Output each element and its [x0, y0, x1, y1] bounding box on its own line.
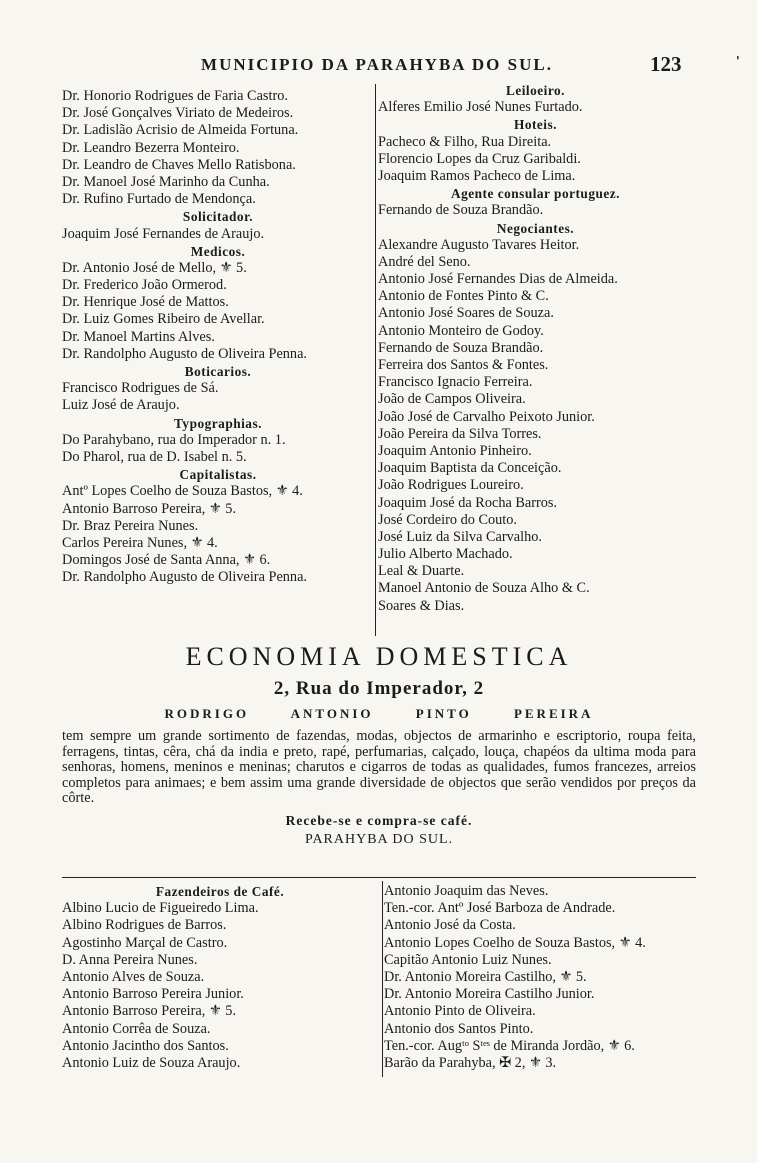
list-entry: Barão da Parahyba, ✠ 2, ⚜ 3.	[384, 1054, 557, 1071]
list-entry: Luiz José de Araujo.	[62, 397, 180, 414]
section-heading-hoteis: Hoteis.	[513, 117, 557, 133]
list-entry: D. Anna Pereira Nunes.	[62, 951, 198, 968]
ad-note: Recebe-se e compra-se café.	[285, 812, 473, 828]
ad-body-text: tem sempre um grande sortimento de fazendas, modas, objectos de armarinho e escriptorio, roupa feita, ferragens, tintas, cêra, chá da india e preto, rapé, perfumarias, calçado, louça, chapéos da ultima moda para senhoras, homens, meninos e meninas; charutos e cigarros de todas as qualidades, fumos francezes, arreios completos para animaes; e bem assim uma grande diversidade de objectos que serão vendidos por preços da côrte.	[62, 728, 696, 807]
list-entry: Dr. José Gonçalves Viriato de Medeiros.	[62, 105, 294, 122]
list-entry: Ten.-cor. Augᵗᵒ Sᵗᵉˢ de Miranda Jordão, ⚜ 6.	[384, 1037, 635, 1054]
list-entry: Antº Lopes Coelho de Souza Bastos, ⚜ 4.	[62, 483, 303, 500]
list-entry: Antonio Barroso Pereira, ⚜ 5.	[62, 500, 237, 517]
list-entry: João Pereira da Silva Torres.	[378, 425, 542, 442]
list-entry: Antonio José da Costa.	[384, 917, 516, 934]
section-heading-negociantes: Negociantes.	[496, 220, 575, 236]
list-entry: Soares & Dias.	[378, 597, 465, 614]
section-heading-agente-consular: Agente consular portuguez.	[451, 186, 620, 202]
list-entry: Dr. Leandro de Chaves Mello Ratisbona.	[62, 156, 296, 173]
list-entry: João Rodrigues Loureiro.	[378, 477, 524, 494]
section-heading-leiloeiro: Leiloeiro.	[505, 83, 566, 98]
section-heading-typographias: Typographias.	[174, 415, 262, 431]
ad-owner: RODRIGO ANTONIO PINTO PEREIRA	[164, 706, 594, 721]
list-entry: José Cordeiro do Couto.	[378, 511, 517, 528]
list-entry: Antonio de Fontes Pinto & C.	[378, 288, 549, 305]
list-entry: Dr. Honorio Rodrigues de Faria Castro.	[62, 88, 288, 104]
ad-place: PARAHYBA DO SUL.	[304, 831, 454, 847]
list-entry: Alferes Emilio José Nunes Furtado.	[378, 99, 583, 116]
list-entry: Alexandre Augusto Tavares Heitor.	[378, 236, 580, 253]
upper-right-column	[378, 82, 693, 615]
running-head: MUNICIPIO DA PARAHYBA DO SUL.	[201, 55, 553, 74]
list-entry: Dr. Manoel Martins Alves.	[62, 328, 215, 345]
list-entry: Antonio Alves de Souza.	[62, 968, 205, 985]
list-entry: Pacheco & Filho, Rua Direita.	[378, 133, 552, 150]
list-entry: Capitão Antonio Luiz Nunes.	[384, 951, 552, 968]
list-entry: Dr. Leandro Bezerra Monteiro.	[62, 139, 240, 156]
list-entry: Joaquim Antonio Pinheiro.	[378, 442, 532, 459]
list-entry: José Luiz da Silva Carvalho.	[378, 528, 542, 545]
ad-address: 2, Rua do Imperador, 2	[273, 678, 485, 699]
list-entry: Dr. Randolpho Augusto de Oliveira Penna.	[62, 345, 308, 362]
list-entry: Agostinho Marçal de Castro.	[62, 934, 228, 951]
section-heading-fazendeiros: Fazendeiros de Café.	[155, 884, 285, 899]
list-entry: Francisco Ignacio Ferreira.	[378, 374, 533, 391]
list-entry: Dr. Rufino Furtado de Mendonça.	[62, 191, 256, 208]
list-entry: Antonio Jacintho dos Santos.	[62, 1037, 229, 1054]
list-entry: Dr. Frederico João Ormerod.	[62, 277, 227, 294]
list-entry: Fernando de Souza Brandão.	[378, 339, 544, 356]
list-entry: João José de Carvalho Peixoto Junior.	[378, 408, 595, 425]
list-entry: Albino Lucio de Figueiredo Lima.	[62, 900, 259, 917]
list-entry: Joaquim Baptista da Conceição.	[378, 460, 562, 477]
list-entry: Fernando de Souza Brandão.	[378, 202, 544, 219]
list-entry: Dr. Ladislão Acrisio de Almeida Fortuna.	[62, 122, 299, 139]
upper-left-column	[62, 88, 374, 586]
list-entry: Julio Alberto Machado.	[378, 546, 513, 563]
list-entry: Dr. Manoel José Marinho da Cunha.	[62, 173, 270, 190]
list-entry: Dr. Antonio Moreira Castilho, ⚜ 5.	[384, 968, 587, 985]
list-entry: Antonio Lopes Coelho de Souza Bastos, ⚜ 4.	[384, 934, 646, 951]
list-entry: Antonio Barroso Pereira, ⚜ 5.	[62, 1003, 237, 1020]
list-entry: Francisco Rodrigues de Sá.	[62, 380, 219, 397]
list-entry: João de Campos Oliveira.	[378, 391, 526, 408]
page-number: 123	[650, 52, 682, 76]
list-entry: Antonio Monteiro de Godoy.	[378, 322, 544, 339]
list-entry: Antonio Joaquim das Neves.	[384, 883, 549, 899]
list-entry: Dr. Randolpho Augusto de Oliveira Penna.	[62, 569, 308, 586]
list-entry: Antonio José Soares de Souza.	[378, 305, 554, 322]
lower-left-column	[62, 883, 378, 1072]
list-entry: Do Parahybano, rua do Imperador n. 1.	[62, 431, 286, 448]
list-entry: Joaquim Ramos Pacheco de Lima.	[378, 167, 576, 184]
margin-mark: '	[736, 54, 740, 68]
advertisement	[62, 640, 696, 849]
section-heading-medicos: Medicos.	[190, 243, 246, 259]
list-entry: André del Seno.	[378, 253, 471, 270]
list-entry: Ferreira dos Santos & Fontes.	[378, 357, 549, 373]
list-entry: Dr. Braz Pereira Nunes.	[62, 517, 199, 534]
list-entry: Domingos José de Santa Anna, ⚜ 6.	[62, 552, 271, 569]
list-entry: Leal & Duarte.	[378, 563, 465, 580]
list-entry: Dr. Luiz Gomes Ribeiro de Avellar.	[62, 311, 265, 328]
list-entry: Joaquim José da Rocha Barros.	[378, 494, 558, 511]
section-heading-boticarios: Boticarios.	[184, 364, 252, 379]
list-entry: Joaquim José Fernandes de Araujo.	[62, 225, 265, 242]
list-entry: Ten.-cor. Antº José Barboza de Andrade.	[384, 900, 616, 917]
list-entry: Manoel Antonio de Souza Alho & C.	[378, 580, 590, 597]
list-entry: Florencio Lopes da Cruz Garibaldi.	[378, 150, 581, 167]
section-heading-solicitador: Solicitador.	[182, 209, 254, 225]
lower-right-column	[384, 883, 699, 1072]
list-entry: Dr. Henrique José de Mattos.	[62, 294, 229, 311]
list-entry: Antonio dos Santos Pinto.	[384, 1020, 534, 1037]
ad-title: ECONOMIA DOMESTICA	[185, 642, 573, 671]
list-entry: Antonio Pinto de Oliveira.	[384, 1003, 536, 1020]
section-rule	[62, 877, 696, 878]
column-divider-lower	[382, 881, 383, 1077]
list-entry: Antonio José Fernandes Dias de Almeida.	[378, 271, 618, 288]
list-entry: Dr. Antonio José de Mello, ⚜ 5.	[62, 259, 247, 276]
list-entry: Carlos Pereira Nunes, ⚜ 4.	[62, 534, 218, 551]
list-entry: Antonio Barroso Pereira Junior.	[62, 986, 244, 1003]
list-entry: Dr. Antonio Moreira Castilho Junior.	[384, 986, 595, 1003]
list-entry: Albino Rodrigues de Barros.	[62, 917, 227, 934]
list-entry: Do Pharol, rua de D. Isabel n. 5.	[62, 448, 247, 465]
list-entry: Antonio Corrêa de Souza.	[62, 1020, 211, 1037]
list-entry: Antonio Luiz de Souza Araujo.	[62, 1054, 241, 1071]
section-heading-capitalistas: Capitalistas.	[179, 467, 257, 483]
column-divider-upper	[375, 84, 376, 636]
